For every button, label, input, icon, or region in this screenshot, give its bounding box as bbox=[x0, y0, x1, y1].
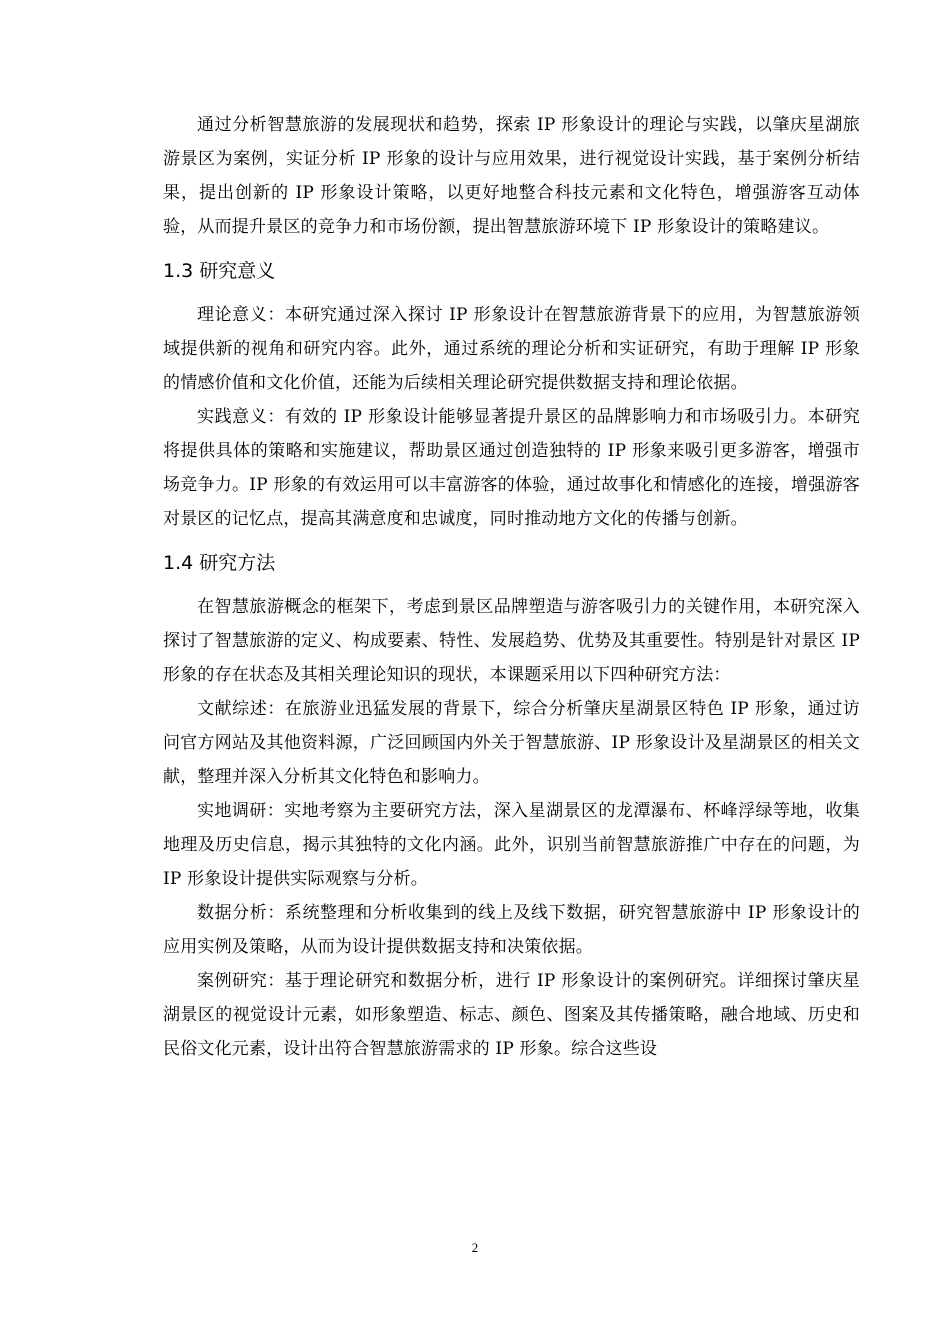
page-number: 2 bbox=[471, 1240, 479, 1255]
paragraph-case-study: 案例研究：基于理论研究和数据分析，进行 IP 形象设计的案例研究。详细探讨肇庆星湖景区的视觉设计元素，如形象塑造、标志、颜色、图案及其传播策略，融合地域、历史和民俗文化元素，设计出符合智慧旅游需求的 IP 形象。综合这些设 bbox=[163, 971, 860, 1059]
page-body bbox=[163, 108, 860, 1066]
paragraph-field-research: 实地调研：实地考察为主要研究方法，深入星湖景区的龙潭瀑布、杯峰浮绿等地，收集地理及历史信息，揭示其独特的文化内涵。此外，识别当前智慧旅游推广中存在的问题，为 IP 形象设计提供实际观察与分析。 bbox=[163, 801, 860, 889]
paragraph-data-analysis: 数据分析：系统整理和分析收集到的线上及线下数据，研究智慧旅游中 IP 形象设计的应用实例及策略，从而为设计提供数据支持和决策依据。 bbox=[163, 903, 860, 957]
intro-paragraph: 通过分析智慧旅游的发展现状和趋势，探索 IP 形象设计的理论与实践，以肇庆星湖旅游景区为案例，实证分析 IP 形象的设计与应用效果，进行视觉设计实践，基于案例分析结果，提出创新的 IP 形象设计策略，以更好地整合科技元素和文化特色，增强游客互动体验，从而提升景区的竞争力和市场份额，提出智慧旅游环境下 IP 形象设计的策略建议。 bbox=[163, 115, 860, 237]
section-heading-1-3: 1.3 研究意义 bbox=[163, 260, 276, 282]
paragraph-methods-overview: 在智慧旅游概念的框架下，考虑到景区品牌塑造与游客吸引力的关键作用，本研究深入探讨了智慧旅游的定义、构成要素、特性、发展趋势、优势及其重要性。特别是针对景区 IP 形象的存在状态及其相关理论知识的现状，本课题采用以下四种研究方法： bbox=[163, 597, 860, 685]
section-heading-1-4: 1.4 研究方法 bbox=[163, 552, 276, 574]
paragraph-literature-review: 文献综述：在旅游业迅猛发展的背景下，综合分析肇庆星湖景区特色 IP 形象，通过访问官方网站及其他资料源，广泛回顾国内外关于智慧旅游、IP 形象设计及星湖景区的相关文献，整理并深入分析其文化特色和影响力。 bbox=[163, 699, 860, 787]
paragraph-theoretical-significance: 理论意义：本研究通过深入探讨 IP 形象设计在智慧旅游背景下的应用，为智慧旅游领域提供新的视角和研究内容。此外，通过系统的理论分析和实证研究，有助于理解 IP 形象的情感价值和文化价值，还能为后续相关理论研究提供数据支持和理论依据。 bbox=[163, 305, 860, 393]
paragraph-practical-significance: 实践意义：有效的 IP 形象设计能够显著提升景区的品牌影响力和市场吸引力。本研究将提供具体的策略和实施建议，帮助景区通过创造独特的 IP 形象来吸引更多游客，增强市场竞争力。IP 形象的有效运用可以丰富游客的体验，通过故事化和情感化的连接，增强游客对景区的记忆点，提高其满意度和忠诚度，同时推动地方文化的传播与创新。 bbox=[163, 407, 860, 529]
